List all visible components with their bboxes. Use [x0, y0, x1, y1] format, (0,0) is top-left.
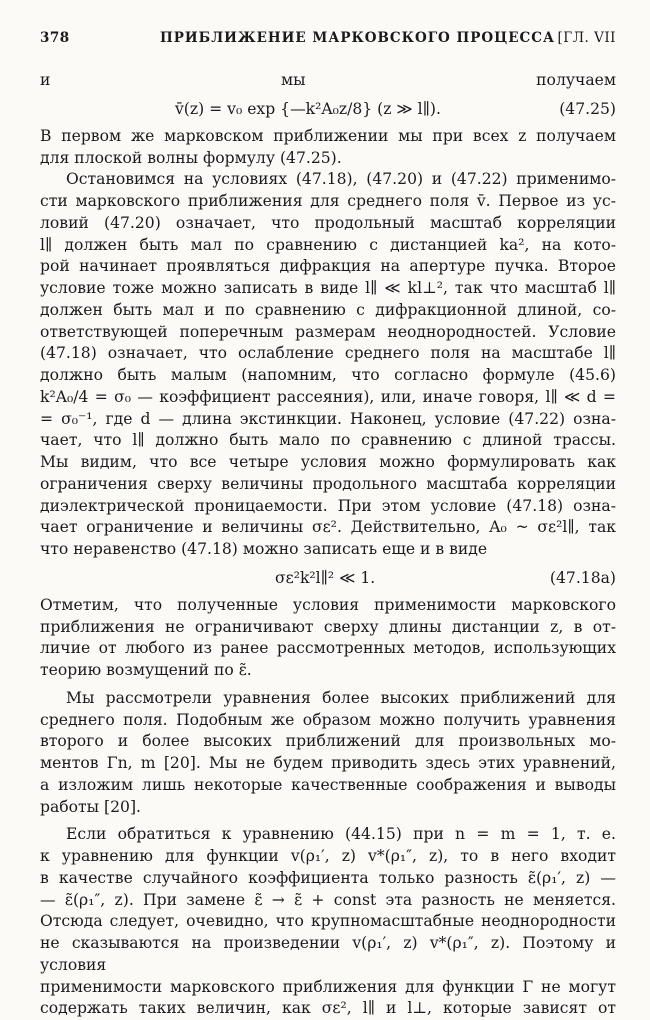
text-line: (47.18) означает, что ослабление среднего поля на масштабе l∥	[40, 344, 616, 363]
text-line: В первом же марковском приближении мы при всех z получаем	[40, 126, 616, 145]
text-line: что неравенство (47.18) можно записать еще и в виде	[40, 540, 488, 558]
text-line: работы [20].	[40, 797, 142, 816]
body-text	[40, 70, 616, 1020]
text-line: личие от любого из ранее рассмотренных методов, использующих	[40, 639, 616, 658]
text-line: Мы видим, что все четыре условия можно формулировать как	[40, 453, 616, 471]
text-line: применимости марковского приближения для функции Γ не могут	[40, 977, 616, 996]
text-line: k²A₀/4 = σ₀ — коэффициент рассеяния), или, иначе говоря, l∥ ≪ d =	[40, 387, 616, 406]
text-line: должен быть мал и по сравнению с дифракционной длиной, со-	[40, 300, 616, 319]
text-line: диэлектрической проницаемости. При этом условие (47.18) озна-	[40, 496, 616, 515]
text-line: ловий (47.20) означает, что продольный масштаб корреляции	[40, 213, 616, 232]
text-line: среднего поля. Подобным же образом можно получить уравнения	[40, 710, 616, 729]
text-line: рой начинает проявляться дифракция на апертуре пучка. Второе	[40, 257, 616, 276]
text-line: сти марковского приближения для среднего поля v̄. Первое из ус-	[40, 192, 616, 210]
text-line: не сказываются на произведении v(ρ₁′, z) v*(ρ₁″, z). Поэтому и условия	[40, 934, 616, 974]
text-line: l∥ должен быть мал по сравнению с дистанцией ka², на кото-	[40, 235, 616, 254]
text-line: чает ограничение и величины σε². Действительно, A₀ ~ σε²l∥, так	[40, 518, 616, 537]
equation-number: (47.18a)	[549, 568, 616, 587]
text-line: а изложим лишь некоторые качественные соображения и выводы	[40, 775, 616, 794]
text-line: Отметим, что полученные условия применимости марковского	[40, 595, 616, 614]
text-line: Отсюда следует, очевидно, что крупномасштабные неоднородности	[40, 912, 616, 931]
text-line: приближения не ограничивают сверху длины дистанции z, в от-	[40, 617, 616, 636]
chapter-label: [ГЛ. VII	[557, 30, 616, 46]
text-line: ответствующей поперечным размерам неоднородностей. Условие	[40, 322, 616, 341]
text-line: Если обратиться к уравнению (44.15) при n = m = 1, т. е.	[66, 825, 616, 844]
text-line: чает, что l∥ должно быть мало по сравнению с длиной трассы.	[40, 431, 616, 450]
text-line: Остановимся на условиях (47.18), (47.20) и (47.22) применимо-	[66, 170, 616, 189]
equation-47-18a	[40, 561, 616, 595]
text-line: для плоской волны формулу (47.25).	[40, 148, 342, 167]
text-line: теорию возмущений по ε̃.	[40, 661, 252, 679]
text-line: должно быть малым (напомним, что согласно формуле (45.6)	[40, 366, 616, 384]
text-line: содержать таких величин, как σε², l∥ и l⊥, которые зависят от	[40, 999, 616, 1018]
text-line: в качестве случайного коэффициента только разность ε̃(ρ₁′, z) —	[40, 868, 616, 887]
text-line: — ε̃(ρ₁″, z). При замене ε̃ → ε̃ + const эта разность не меняется.	[40, 890, 616, 909]
equation-expression: v̄(z) = v₀ exp {—k²A₀z/8} (z ≫ l∥).	[175, 99, 441, 118]
text-line: = σ₀⁻¹, где d — длина экстинкции. Наконец, условие (47.22) озна-	[40, 409, 616, 428]
running-header	[40, 30, 616, 52]
equation-47-25	[40, 92, 616, 126]
text-line: Мы рассмотрели уравнения более высоких приближений для	[66, 688, 616, 707]
text-line: к уравнению для функции v(ρ₁′, z) v*(ρ₁″, z), то в него входит	[40, 847, 616, 865]
text-line: и мы получаем	[40, 71, 616, 89]
text-line: условие тоже можно записать в виде l∥ ≪ kl⊥², так что масштаб l∥	[40, 279, 616, 297]
equation-expression: σε²k²l∥² ≪ 1.	[275, 568, 376, 587]
equation-number: (47.25)	[559, 99, 616, 118]
page-number: 378	[40, 30, 70, 46]
text-line: ограничения сверху величины продольного масштаба корреляции	[40, 474, 616, 493]
text-line: второго и более высоких приближений для произвольных мо-	[40, 732, 616, 751]
running-title: ПРИБЛИЖЕНИЕ МАРКОВСКОГО ПРОЦЕССА	[160, 30, 555, 46]
text-line: ментов Γn, m [20]. Мы не будем приводить здесь этих уравнений,	[40, 754, 616, 772]
